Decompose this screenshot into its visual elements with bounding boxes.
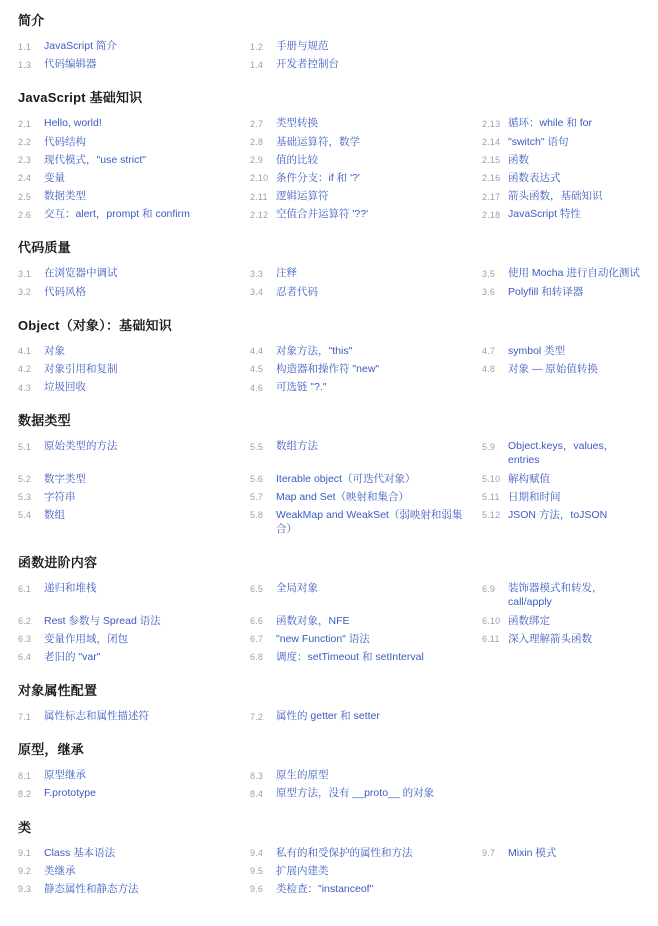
- toc-item[interactable]: [482, 579, 650, 611]
- toc-item[interactable]: [18, 437, 250, 469]
- toc-item-number: 2.3: [18, 155, 32, 166]
- toc-item-link[interactable]: 循环：while 和 for: [508, 117, 593, 130]
- toc-item-link[interactable]: 代码结构: [44, 135, 86, 148]
- toc-item[interactable]: [18, 630, 250, 648]
- toc-item[interactable]: [250, 360, 482, 378]
- toc-item-number: 5.4: [18, 510, 32, 521]
- toc-item[interactable]: [250, 862, 482, 880]
- toc-item-link[interactable]: JavaScript 特性: [508, 208, 581, 221]
- toc-item-link[interactable]: 函数绑定: [508, 614, 550, 627]
- toc-item[interactable]: [18, 169, 250, 187]
- toc-item-link[interactable]: 代码风格: [44, 285, 86, 298]
- toc-item-link[interactable]: "switch" 语句: [508, 135, 569, 148]
- toc-item[interactable]: [18, 470, 250, 488]
- toc-item-link[interactable]: 对象方法，"this": [276, 344, 353, 357]
- toc-item-number: 1.2: [250, 41, 264, 52]
- toc-item-number: 2.10: [250, 173, 269, 184]
- toc-item-number: 9.7: [482, 848, 496, 859]
- section-item-grid: [18, 579, 650, 666]
- toc-item-number: 6.3: [18, 634, 32, 645]
- toc-item[interactable]: [18, 187, 250, 205]
- toc-item[interactable]: [250, 264, 482, 282]
- toc-item-link[interactable]: 在浏览器中调试: [44, 267, 118, 280]
- toc-item-link[interactable]: Hello, world!: [44, 117, 102, 130]
- section-title: 类: [18, 819, 32, 835]
- toc-item-empty: [482, 648, 650, 666]
- toc-item-link[interactable]: 原始类型的方法: [44, 440, 118, 453]
- toc-item-link[interactable]: 注释: [276, 267, 297, 280]
- toc-item[interactable]: [18, 114, 250, 132]
- toc-item-link[interactable]: 属性的 getter 和 setter: [276, 710, 380, 723]
- section-title: 原型，继承: [18, 742, 85, 758]
- toc-item-number: 6.6: [250, 616, 264, 627]
- toc-item-number: 3.2: [18, 287, 32, 298]
- toc-section: [18, 10, 650, 73]
- toc-item-link[interactable]: 对象引用和复制: [44, 362, 118, 375]
- toc-item-number: 3.1: [18, 268, 32, 279]
- toc-section: [18, 680, 650, 725]
- toc-item-link[interactable]: 日期和时间: [508, 490, 561, 503]
- toc-item-link[interactable]: Map and Set（映射和集合）: [276, 490, 410, 503]
- toc-item-link[interactable]: 数字类型: [44, 472, 86, 485]
- toc-item-number: 3.6: [482, 287, 496, 298]
- section-item-grid: [18, 342, 650, 397]
- toc-item-number: 1.3: [18, 59, 32, 70]
- toc-item[interactable]: [482, 360, 650, 378]
- toc-item[interactable]: [482, 283, 650, 301]
- toc-item-link[interactable]: Iterable object（可迭代对象）: [276, 472, 416, 485]
- toc-item[interactable]: [18, 862, 250, 880]
- toc-sections: [18, 10, 650, 898]
- toc-item-link[interactable]: F.prototype: [44, 787, 96, 800]
- toc-item[interactable]: [482, 151, 650, 169]
- toc-item-link[interactable]: 字符串: [44, 490, 76, 503]
- toc-item[interactable]: [18, 133, 250, 151]
- toc-item-number: 6.5: [250, 583, 264, 594]
- toc-item-number: 6.1: [18, 583, 32, 594]
- section-item-grid: [18, 766, 650, 802]
- toc-item[interactable]: [18, 648, 250, 666]
- section-title: 函数进阶内容: [18, 555, 98, 571]
- toc-section: [18, 739, 650, 802]
- toc-item-number: 4.4: [250, 346, 264, 357]
- toc-item[interactable]: [18, 880, 250, 898]
- toc-item-number: 5.11: [482, 492, 500, 503]
- toc-item[interactable]: [18, 283, 250, 301]
- toc-item[interactable]: [482, 133, 650, 151]
- toc-item-number: 2.15: [482, 155, 501, 166]
- toc-item-number: 2.7: [250, 118, 264, 129]
- toc-item-number: 3.5: [482, 268, 496, 279]
- toc-item-empty: [482, 766, 650, 784]
- toc-item-link[interactable]: 静态属性和静态方法: [44, 882, 139, 895]
- toc-item-link[interactable]: 原型继承: [44, 769, 86, 782]
- toc-item-link[interactable]: 条件分支：if 和 '?': [276, 171, 360, 184]
- toc-item[interactable]: [250, 205, 482, 223]
- toc-item[interactable]: [482, 205, 650, 223]
- toc-item-number: 4.2: [18, 364, 32, 375]
- toc-item-number: 8.1: [18, 770, 32, 781]
- toc-item-link[interactable]: 类继承: [44, 864, 76, 877]
- toc-item-empty: [482, 378, 650, 396]
- toc-item-number: 6.10: [482, 616, 501, 627]
- toc-item-number: 5.3: [18, 492, 32, 503]
- toc-section: [18, 410, 650, 538]
- toc-item-number: 2.13: [482, 118, 501, 129]
- toc-item[interactable]: [482, 169, 650, 187]
- toc-item-link[interactable]: 现代模式，"use strict": [44, 153, 146, 166]
- toc-item-link[interactable]: 变量: [44, 171, 65, 184]
- section-item-grid: [18, 707, 650, 725]
- toc-item-number: 2.6: [18, 209, 32, 220]
- toc-item-link[interactable]: 代码编辑器: [44, 58, 97, 71]
- toc-item-number: 9.6: [250, 884, 264, 895]
- toc-item-link[interactable]: JavaScript 简介: [44, 40, 117, 52]
- toc-item[interactable]: [18, 612, 250, 630]
- toc-item-number: 4.8: [482, 364, 496, 375]
- toc-section: [18, 315, 650, 397]
- toc-item-number: 2.14: [482, 137, 501, 148]
- toc-item-number: 4.7: [482, 346, 496, 357]
- toc-item-number: 2.4: [18, 173, 32, 184]
- toc-item-number: 2.9: [250, 155, 264, 166]
- toc-section: [18, 817, 650, 899]
- toc-item[interactable]: [250, 342, 482, 360]
- toc-item-empty: [482, 880, 650, 898]
- toc-item-link[interactable]: 函数表达式: [508, 171, 561, 184]
- toc-item-number: 1.1: [18, 41, 32, 52]
- toc-item[interactable]: [18, 264, 250, 282]
- toc-item[interactable]: [482, 342, 650, 360]
- toc-item[interactable]: [250, 470, 482, 488]
- toc-item-link[interactable]: 函数对象，NFE: [276, 614, 350, 627]
- toc-item-number: 5.6: [250, 474, 264, 485]
- section-item-grid: [18, 37, 650, 73]
- toc-item-number: 3.3: [250, 268, 264, 279]
- toc-item[interactable]: [18, 37, 250, 55]
- toc-item-number: 4.6: [250, 382, 264, 393]
- toc-item[interactable]: [250, 187, 482, 205]
- toc-item-link[interactable]: 箭头函数，基础知识: [508, 190, 603, 203]
- toc-item[interactable]: [250, 37, 482, 55]
- toc-item[interactable]: [18, 707, 250, 725]
- toc-item-link[interactable]: 属性标志和属性描述符: [44, 710, 149, 723]
- toc-item-link[interactable]: 忍者代码: [276, 285, 318, 298]
- toc-item-link[interactable]: symbol 类型: [508, 344, 566, 357]
- toc-item[interactable]: [250, 378, 482, 396]
- toc-item-link[interactable]: 数组: [44, 508, 65, 521]
- toc-item-number: 2.1: [18, 118, 32, 129]
- toc-item-link[interactable]: 空值合并运算符 '??': [276, 208, 369, 221]
- toc-item-empty: [482, 37, 650, 55]
- toc-item[interactable]: [250, 133, 482, 151]
- toc-item-link[interactable]: 原型方法，没有 __proto__ 的对象: [276, 787, 435, 800]
- toc-item[interactable]: [250, 630, 482, 648]
- toc-item-link[interactable]: 逻辑运算符: [276, 190, 329, 203]
- toc-item[interactable]: [482, 612, 650, 630]
- section-item-grid: [18, 114, 650, 223]
- toc-item-link[interactable]: 深入理解箭头函数: [508, 632, 592, 645]
- toc-item-link[interactable]: 垃圾回收: [44, 381, 86, 394]
- toc-item-link[interactable]: 私有的和受保护的属性和方法: [276, 846, 413, 859]
- toc-item-number: 2.16: [482, 173, 501, 184]
- toc-item[interactable]: [250, 506, 482, 538]
- toc-item-number: 5.2: [18, 474, 32, 485]
- toc-item-number: 4.3: [18, 382, 32, 393]
- toc-item-link[interactable]: 类检查："instanceof": [276, 882, 374, 895]
- toc-item[interactable]: [250, 707, 482, 725]
- section-item-grid: [18, 844, 650, 899]
- toc-item-number: 8.3: [250, 770, 264, 781]
- toc-item[interactable]: [482, 488, 650, 506]
- toc-item[interactable]: [18, 579, 250, 611]
- toc-item-number: 7.2: [250, 711, 264, 722]
- toc-item-number: 5.8: [250, 510, 264, 521]
- toc-item-number: 9.5: [250, 866, 264, 877]
- toc-item[interactable]: [18, 360, 250, 378]
- toc-item-link[interactable]: 装饰器模式和转发，call/apply: [508, 582, 603, 609]
- toc-item-link[interactable]: 开发者控制台: [276, 58, 339, 71]
- toc-item[interactable]: [18, 378, 250, 396]
- toc-item-number: 6.8: [250, 652, 264, 663]
- toc-item-link[interactable]: 扩展内建类: [276, 864, 329, 877]
- toc-item-link[interactable]: 交互：alert，prompt 和 confirm: [44, 208, 190, 221]
- toc-item-link[interactable]: 手册与规范: [276, 40, 329, 52]
- toc-item-link[interactable]: 对象 — 原始值转换: [508, 362, 598, 375]
- toc-item-link[interactable]: 老旧的 "var": [44, 650, 101, 663]
- toc-item[interactable]: [250, 880, 482, 898]
- section-item-grid: [18, 437, 650, 538]
- toc-item-empty: [482, 862, 650, 880]
- section-title: JavaScript 基础知识: [18, 90, 143, 106]
- toc-item-number: 5.9: [482, 441, 496, 452]
- toc-item[interactable]: [250, 648, 482, 666]
- toc-item-number: 2.17: [482, 191, 501, 202]
- toc-item-number: 1.4: [250, 59, 264, 70]
- toc-item[interactable]: [250, 579, 482, 611]
- toc-item-link[interactable]: 函数: [508, 153, 529, 166]
- toc-item-link[interactable]: Polyfill 和转译器: [508, 285, 584, 298]
- toc-item[interactable]: [482, 506, 650, 538]
- toc-item-link[interactable]: "new Function" 语法: [276, 632, 370, 645]
- toc-item[interactable]: [18, 506, 250, 538]
- toc-item[interactable]: [18, 844, 250, 862]
- toc-item-number: 8.2: [18, 788, 32, 799]
- toc-item-link[interactable]: Object.keys，values，entries: [508, 440, 615, 467]
- toc-item[interactable]: [250, 55, 482, 73]
- toc-item-link[interactable]: 数据类型: [44, 190, 86, 203]
- toc-item[interactable]: [250, 169, 482, 187]
- toc-item-number: 9.1: [18, 848, 32, 859]
- toc-item-link[interactable]: Rest 参数与 Spread 语法: [44, 614, 161, 627]
- toc-item-link[interactable]: 值的比较: [276, 153, 318, 166]
- toc-item[interactable]: [250, 488, 482, 506]
- toc-item[interactable]: [18, 766, 250, 784]
- toc-item-empty: [482, 55, 650, 73]
- toc-item-link[interactable]: Class 基本语法: [44, 846, 116, 859]
- toc-item-link[interactable]: 原生的原型: [276, 769, 329, 782]
- toc-item-link[interactable]: 调度：setTimeout 和 setInterval: [276, 650, 424, 663]
- toc-item[interactable]: [250, 114, 482, 132]
- toc-item-link[interactable]: 基础运算符，数学: [276, 135, 360, 148]
- toc-item[interactable]: [18, 205, 250, 223]
- section-title: 对象属性配置: [18, 683, 98, 699]
- toc-item[interactable]: [482, 114, 650, 132]
- toc-item-link[interactable]: 可选链 "?.": [276, 381, 327, 394]
- toc-item-number: 4.5: [250, 364, 264, 375]
- toc-item-number: 9.4: [250, 848, 264, 859]
- toc-item[interactable]: [250, 612, 482, 630]
- toc-item[interactable]: [250, 437, 482, 469]
- toc-item[interactable]: [482, 630, 650, 648]
- toc-item-number: 7.1: [18, 711, 32, 722]
- toc-item-number: 5.10: [482, 474, 501, 485]
- toc-item[interactable]: [250, 766, 482, 784]
- toc-item[interactable]: [18, 151, 250, 169]
- toc-item-number: 2.18: [482, 209, 501, 220]
- toc-item-link[interactable]: 构造器和操作符 "new": [276, 362, 380, 375]
- toc-item[interactable]: [18, 55, 250, 73]
- toc-item-number: 6.11: [482, 634, 500, 645]
- toc-item-number: 4.1: [18, 346, 32, 357]
- toc-item-link[interactable]: JSON 方法，toJSON: [508, 508, 608, 521]
- toc-item-number: 2.8: [250, 137, 264, 148]
- toc-item-link[interactable]: 使用 Mocha 进行自动化测试: [508, 267, 640, 280]
- toc-item-number: 2.11: [250, 191, 268, 202]
- toc-item[interactable]: [250, 844, 482, 862]
- toc-item-number: 3.4: [250, 287, 264, 298]
- toc-item-number: 5.5: [250, 441, 264, 452]
- toc-item[interactable]: [18, 342, 250, 360]
- toc-section: [18, 87, 650, 223]
- toc-item-number: 2.12: [250, 209, 269, 220]
- toc-item[interactable]: [482, 264, 650, 282]
- section-title: 简介: [18, 13, 45, 28]
- toc-item-number: 5.1: [18, 441, 32, 452]
- section-title: 代码质量: [18, 240, 71, 256]
- toc-item-link[interactable]: 解构赋值: [508, 472, 550, 485]
- toc-item[interactable]: [482, 844, 650, 862]
- toc-item-link[interactable]: 递归和堆栈: [44, 582, 97, 595]
- toc-item-link[interactable]: 数组方法: [276, 440, 318, 453]
- toc-item-number: 6.7: [250, 634, 264, 645]
- toc-item-number: 6.9: [482, 583, 496, 594]
- toc-item[interactable]: [482, 437, 650, 469]
- toc-item-link[interactable]: 全局对象: [276, 582, 318, 595]
- section-title: 数据类型: [18, 413, 71, 429]
- section-item-grid: [18, 264, 650, 300]
- toc-item-link[interactable]: Mixin 模式: [508, 846, 557, 859]
- toc-item-link[interactable]: 类型转换: [276, 117, 318, 130]
- toc-item[interactable]: [250, 151, 482, 169]
- toc-item-link[interactable]: WeakMap and WeakSet（弱映射和弱集合）: [276, 508, 463, 536]
- section-title: Object（对象）：基础知识: [18, 317, 172, 333]
- toc-item-number: 5.7: [250, 492, 264, 503]
- toc-item-number: 9.3: [18, 884, 32, 895]
- toc-item-number: 5.12: [482, 510, 501, 521]
- toc-item[interactable]: [482, 470, 650, 488]
- toc-section: [18, 237, 650, 300]
- toc-item-number: 6.2: [18, 616, 32, 627]
- toc-item-number: 2.5: [18, 191, 32, 202]
- toc-item-number: 6.4: [18, 652, 32, 663]
- toc-item-empty: [482, 707, 650, 725]
- toc-item-number: 9.2: [18, 866, 32, 877]
- toc-item[interactable]: [250, 283, 482, 301]
- toc-section: [18, 552, 650, 666]
- toc-item-link[interactable]: 变量作用域，闭包: [44, 632, 128, 645]
- toc-item[interactable]: [482, 187, 650, 205]
- toc-item-number: 8.4: [250, 788, 264, 799]
- toc-item-number: 2.2: [18, 137, 32, 148]
- toc-item-link[interactable]: 对象: [44, 344, 65, 357]
- toc-item[interactable]: [18, 488, 250, 506]
